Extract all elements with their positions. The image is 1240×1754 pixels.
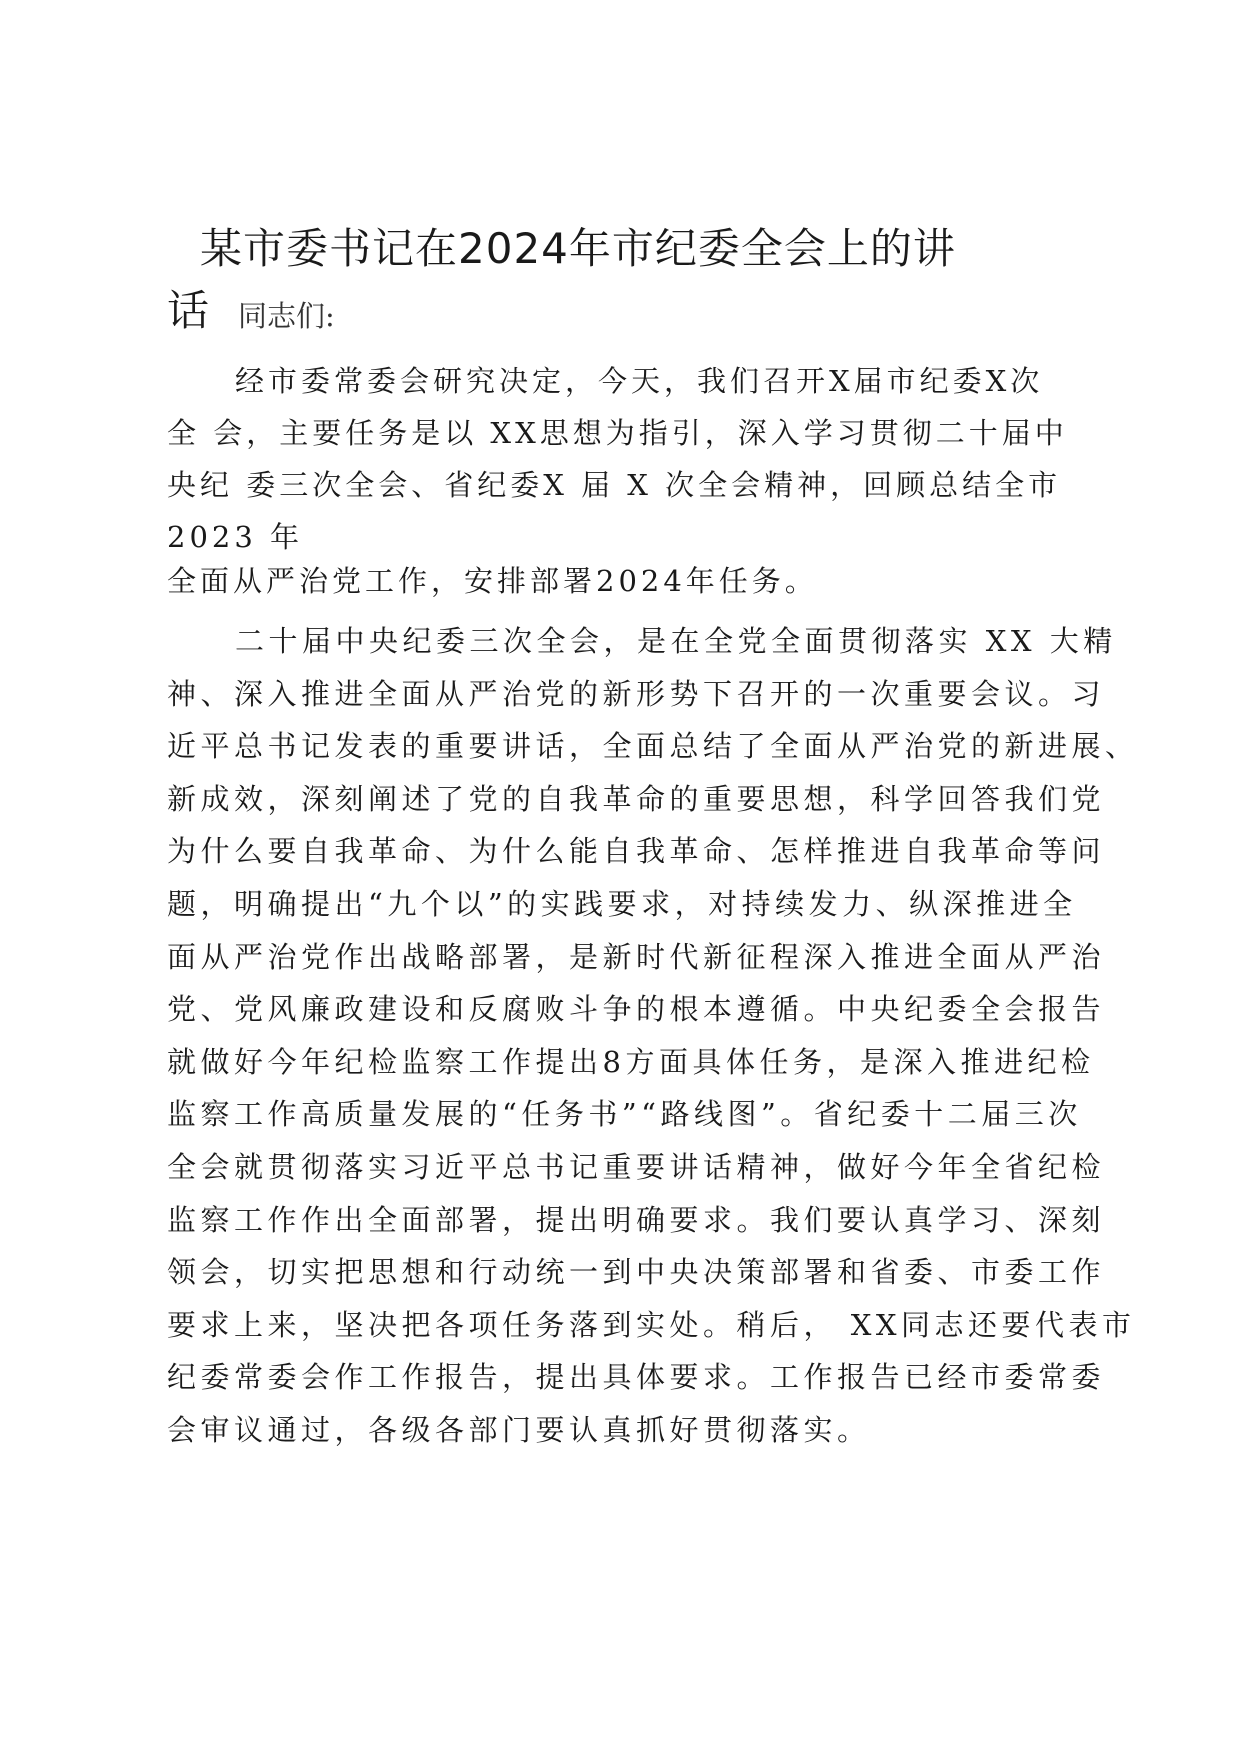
paragraph-line: 要求上来，坚决把各项任务落到实处。稍后， XX同志还要代表市 xyxy=(167,1307,1136,1342)
paragraph-line: 领会，切实把思想和行动统一到中央决策部署和省委、市委工作 xyxy=(167,1255,1106,1290)
paragraph-line: 就做好今年纪检监察工作提出8方面具体任务，是深入推进纪检 xyxy=(167,1044,1095,1079)
paragraph-line: 全 会，主要任务是以 XX思想为指引，深入学习贯彻二十届中 xyxy=(167,416,1068,450)
paragraph-line: 监察工作高质量发展的“任务书”“路线图”。省纪委十二届三次 xyxy=(167,1097,1082,1132)
paragraph-line: 经市委常委会研究决定，今天，我们召开X届市纪委X次 xyxy=(235,364,1044,398)
paragraph-line: 面从严治党作出战略部署，是新时代新征程深入推进全面从严治 xyxy=(167,939,1106,974)
paragraph-line: 近平总书记发表的重要讲话，全面总结了全面从严治党的新进展、 xyxy=(167,729,1139,764)
paragraph-line: 二十届中央纪委三次全会，是在全党全面贯彻落实 XX 大精 xyxy=(235,624,1117,658)
paragraph-line: 纪委常委会作工作报告，提出具体要求。工作报告已经市委常委 xyxy=(167,1360,1106,1395)
paragraph-line: 2023 年 xyxy=(167,520,304,554)
paragraph-line: 神、深入推进全面从严治党的新形势下召开的一次重要会议。习 xyxy=(167,676,1106,711)
paragraph-line: 监察工作作出全面部署，提出明确要求。我们要认真学习、深刻 xyxy=(167,1202,1106,1237)
salutation: 同志们: xyxy=(238,299,335,333)
document-title-continuation: 话 xyxy=(167,286,210,335)
paragraph-line: 党、党风廉政建设和反腐败斗争的根本遵循。中央纪委全会报告 xyxy=(167,992,1106,1027)
paragraph-1 xyxy=(167,355,1087,563)
paragraph-line: 题，明确提出“九个以”的实践要求，对持续发力、纵深推进全 xyxy=(167,886,1077,921)
document-title: 某市委书记在2024年市纪委全会上的讲 xyxy=(200,224,956,273)
paragraph-1-ending: 全面从严治党工作，安排部署2024年任务。 xyxy=(167,564,818,598)
paragraph-line: 新成效，深刻阐述了党的自我革命的重要思想，科学回答我们党 xyxy=(167,781,1106,816)
paragraph-line: 为什么要自我革命、为什么能自我革命、怎样推进自我革命等问 xyxy=(167,834,1106,869)
paragraph-2 xyxy=(167,615,1139,1457)
paragraph-line: 全会就贯彻落实习近平总书记重要讲话精神，做好今年全省纪检 xyxy=(167,1149,1106,1184)
paragraph-line: 会审议通过，各级各部门要认真抓好贯彻落实。 xyxy=(167,1412,871,1447)
paragraph-line: 央纪 委三次全会、省纪委X 届 X 次全会精神，回顾总结全市 xyxy=(167,468,1062,502)
